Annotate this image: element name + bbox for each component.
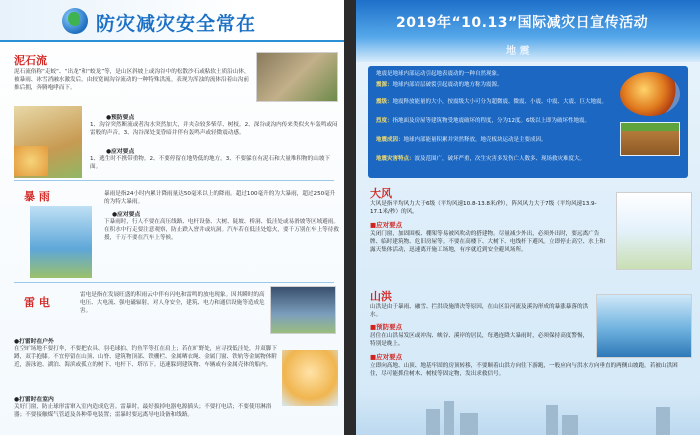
quake-row [376,99,612,107]
flood-respond-text: 立即向高地、山顶、地基牢固的房顶转移，不要顺着山洪方向往下游跑，一般应向与洪水方向垂直的两侧山坡跑。若被山洪困住，尽可能抓住树木、树枝等固定物，发出求救信号。 [370,363,678,377]
debris-respond-title: ●应对要点 [106,149,135,155]
debris-prevent-text: 1、沟谷突然断流或者沟水突然加大，并夹杂较多柴草、树枝。2、深谷或沟内传来类似火车轰鸣或闷雷般的声音。3、沟谷深处变昏暗并伴有轰鸣声或轻微震动感。 [90,122,338,136]
earth-layers-illustration [620,72,680,116]
lightning-photo [270,286,336,334]
running-person-illustration [14,146,48,176]
rain-respond-title: ●应对要点 [112,212,141,218]
quake-row-label: 烈度： [376,118,393,124]
divider [14,180,334,181]
quake-row [376,137,612,145]
lightning-outdoor-title: ●打雷时在户外 [14,339,54,345]
rain-title: 暴 雨 [24,190,50,203]
wind-text: 关闭门窗，加固围板、棚架等易被风吹动的搭建物。尽量减少外出，必须外出时，要远离广告牌、临时建筑物、危旧房屋等。不要在高楼下、大树下、电线杆下避风。立即停止高空、水上和露天集体活动，迅速离开施工场地，有序就近到安全避风场所。 [370,231,605,253]
quake-row-text: 指地面及房屋等建筑物受地震破坏的程度，分为12度。6级以上即为破坏性地震。 [392,118,591,124]
quake-row-text: 波及范围广，破坏严重，次生灾害多发伤亡人数多、现场救灾难度大。 [414,156,586,162]
wind-illustration [616,192,692,270]
debris-title: 泥石流 [14,54,47,67]
quake-row [376,118,612,126]
left-title: 防灾减灾安全常在 [96,13,257,35]
quake-row-label: 震级： [376,99,393,105]
building [562,415,578,435]
left-header [0,0,344,42]
flood-prevent-text: 居住在山洪易发区或冲沟、峡谷、溪岸的居民，每遇连降大暴雨时，必须保持高度警惕，特别是晚上。 [370,333,589,347]
poster-right [356,0,700,435]
rain-illustration [30,206,92,278]
flood-respond-tag: ■应对要点 [370,353,403,361]
quake-row [376,156,676,164]
city-skyline [356,393,700,435]
wind-title: 大风 [370,187,392,200]
flood-title: 山洪 [370,290,392,303]
lightning-title: 雷 电 [24,296,50,309]
quake-row-label: 震源： [376,82,393,88]
quake-row-text: 地震释放能量的大小，按震级大小可分为超微震、微震、小震、中震、大震、巨大地震。 [392,99,608,105]
lightning-intro: 雷电是指在发展旺盛的积雨云中伴有闪电和雷鸣的放电现象。因其瞬时的高电压、大电流、强电磁辐射，对人身安全，建筑、电力和通信设施等造成危害。 [80,292,265,314]
lightning-indoor-title: ●打雷时在室内 [14,397,54,403]
right-header [356,0,700,62]
flood-prevent-tag: ■预防要点 [370,323,403,331]
rain-respond-text: 下暴雨时，行人不要在高压线路、电杆设备、大树、陡坡、桥洞、低洼处或易滑坡等区域避雨。在积水中行走要注意观察，防止跌入窨井或坑洞。汽车若在低洼处熄火，要千万别在车上等待救援，千万不要在汽车上等候。 [104,219,339,241]
fault-block-illustration [620,122,680,156]
quake-title: 地 震 [506,46,530,57]
quake-row-text: 地球内部能量积累并突然释放，地壳板块运动是主要成因。 [403,137,547,143]
computer-user-illustration [282,350,338,406]
debris-prevent-title: ●预防要点 [106,115,135,121]
building [656,407,670,435]
quake-row-label: 地震成因： [376,137,404,143]
quake-intro: 地震是地球内部运动引起地表震动的一种自然现象。 [376,71,503,77]
building [546,405,558,435]
wind-intro: 大风是指平均风力大于6级（平均风速10.8-13.8米/秒），阵风风力大于7级（平均风速13.9-17.1米/秒）的风。 [370,201,597,215]
wind-tag: ■应对要点 [370,221,403,229]
building [426,409,440,435]
flood-illustration [596,294,692,358]
quake-row [376,82,612,90]
right-title: 2019年“10.13”国际减灾日宣传活动 [396,15,649,31]
rain-intro: 暴雨是指24小时内累计降雨量达50毫米以上的降雨。超过100毫升的为大暴雨，超过250毫升的为特大暴雨。 [104,191,336,205]
lightning-outdoor-text: 在空旷场地不要打伞，不要把农具、羽毛球拍、钓鱼竿等扛在肩上；若在旷野处，应寻找低洼处，并双脚下蹲，双手抱膝。不宜停留在山顶、山脊、建筑物顶部、铁栅栏、金属晒衣绳、金属门窗、铁轨等金属物体附近，游泳池、湖泊、海滨或孤立的树下、电杆下、塔吊下。迅速躲到建筑物、车辆或有金属壳体的船内。 [14,346,277,368]
building [444,401,454,435]
lightning-indoor-text: 关好门窗，防止球形雷窜入室内造成危害。雷暴时，最好拔掉电器电源插头；不要打电话；不要使用淋浴器；不要接触煤气管道及各种带电装置；雷暴时要远离导电设备和线路。 [14,404,272,418]
debris-intro: 泥石流俗称“走蛟”、“出龙”和“蛟龙”等，是山区斜坡上或沟谷中的松散沙石或粘软土质沿山体，被暴雨、冰雪消融水激发后，由较宽阔沟谷流动的一种特殊洪流。表现为浑浊的流体沿着山沟前推后拥，奔腾咆哮而下。 [14,69,250,91]
quake-row-text: 地球内部岩层破裂引起震动的地方称为震源。 [392,82,503,88]
poster-left [0,0,344,435]
building [460,413,478,435]
earthquake-panel [368,66,688,178]
debris-photo [256,52,338,102]
flood-intro: 山洪是由于暴雨、融雪、拦洪设施溃决等原因，在山区沿河流及溪沟形成的暴涨暴落的洪水。 [370,304,589,318]
divider [14,282,334,283]
quake-row-label: 地震灾害特点： [376,156,415,162]
globe-plant-icon [62,8,88,34]
debris-respond-text: 1、逃生时不携带重物。2、不要停留在地势低的地方。3、不要躲在有泥石和大量堆积物的山坡下面。 [90,156,331,170]
